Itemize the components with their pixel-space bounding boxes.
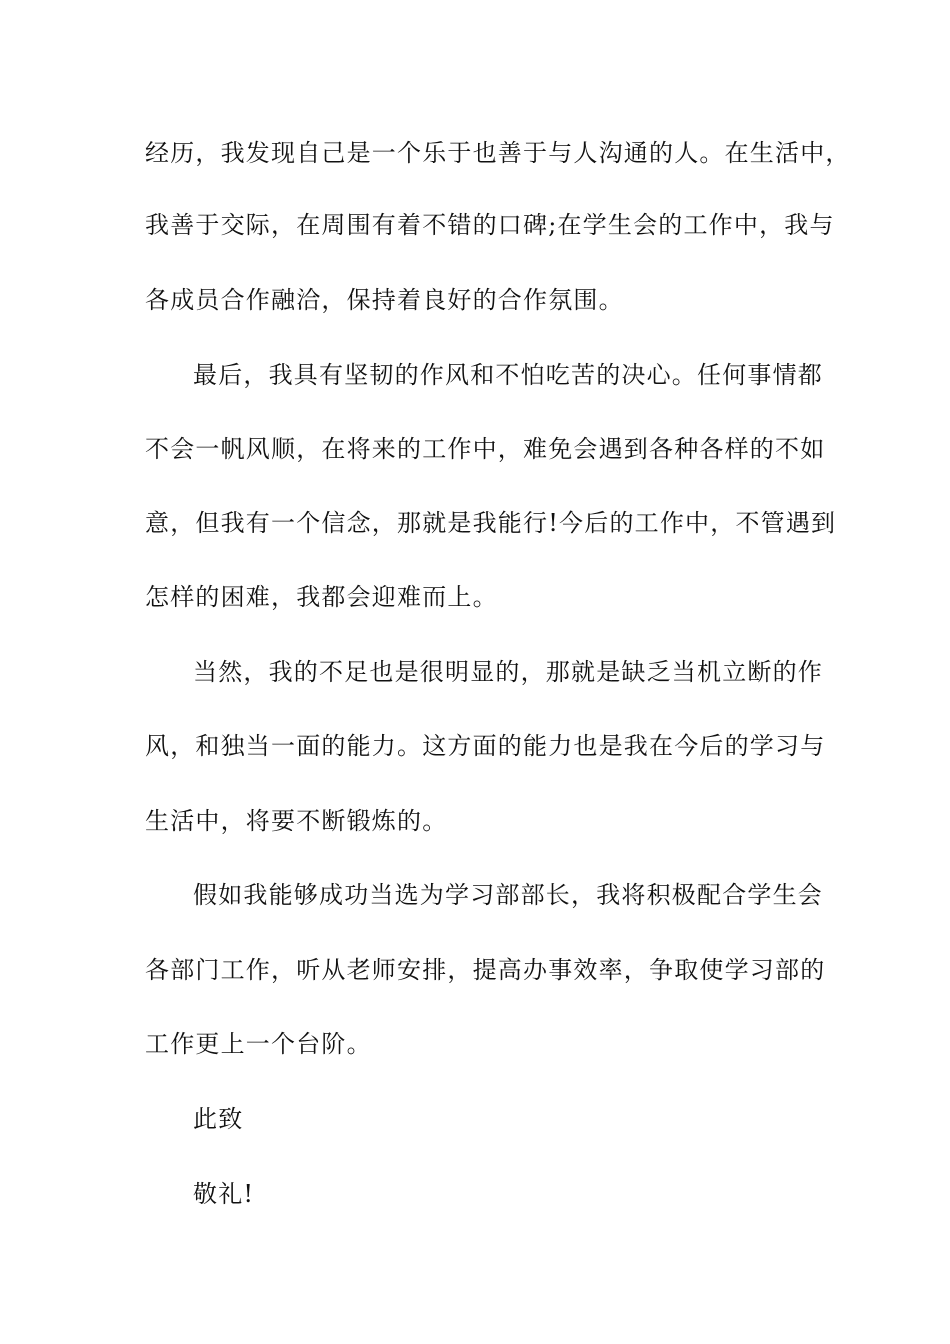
- text-line: 风，和独当一面的能力。这方面的能力也是我在今后的学习与: [145, 732, 826, 760]
- text-line: 我善于交际，在周围有着不错的口碑;在学生会的工作中，我与: [145, 211, 835, 239]
- closing-salutation: 此致: [193, 1105, 244, 1133]
- text-line: 不会一帆风顺，在将来的工作中，难免会遇到各种各样的不如: [145, 435, 826, 463]
- text-line: 各部门工作，听从老师安排，提高办事效率，争取使学习部的: [145, 956, 826, 984]
- paragraph-start-line: 最后，我具有坚韧的作风和不怕吃苦的决心。任何事情都: [193, 361, 823, 389]
- text-line: 经历，我发现自己是一个乐于也善于与人沟通的人。在生活中，: [145, 139, 851, 167]
- text-line: 怎样的困难，我都会迎难而上。: [145, 583, 498, 611]
- paragraph-start-line: 假如我能够成功当选为学习部部长，我将积极配合学生会: [193, 881, 823, 909]
- text-line: 各成员合作融洽，保持着良好的合作氛围。: [145, 286, 624, 314]
- closing-regards: 敬礼!: [193, 1180, 255, 1208]
- text-line: 工作更上一个台阶。: [145, 1030, 372, 1058]
- text-line: 生活中，将要不断锻炼的。: [145, 807, 448, 835]
- text-line: 意，但我有一个信念，那就是我能行!今后的工作中，不管遇到: [145, 509, 837, 537]
- paragraph-start-line: 当然，我的不足也是很明显的，那就是缺乏当机立断的作: [193, 658, 823, 686]
